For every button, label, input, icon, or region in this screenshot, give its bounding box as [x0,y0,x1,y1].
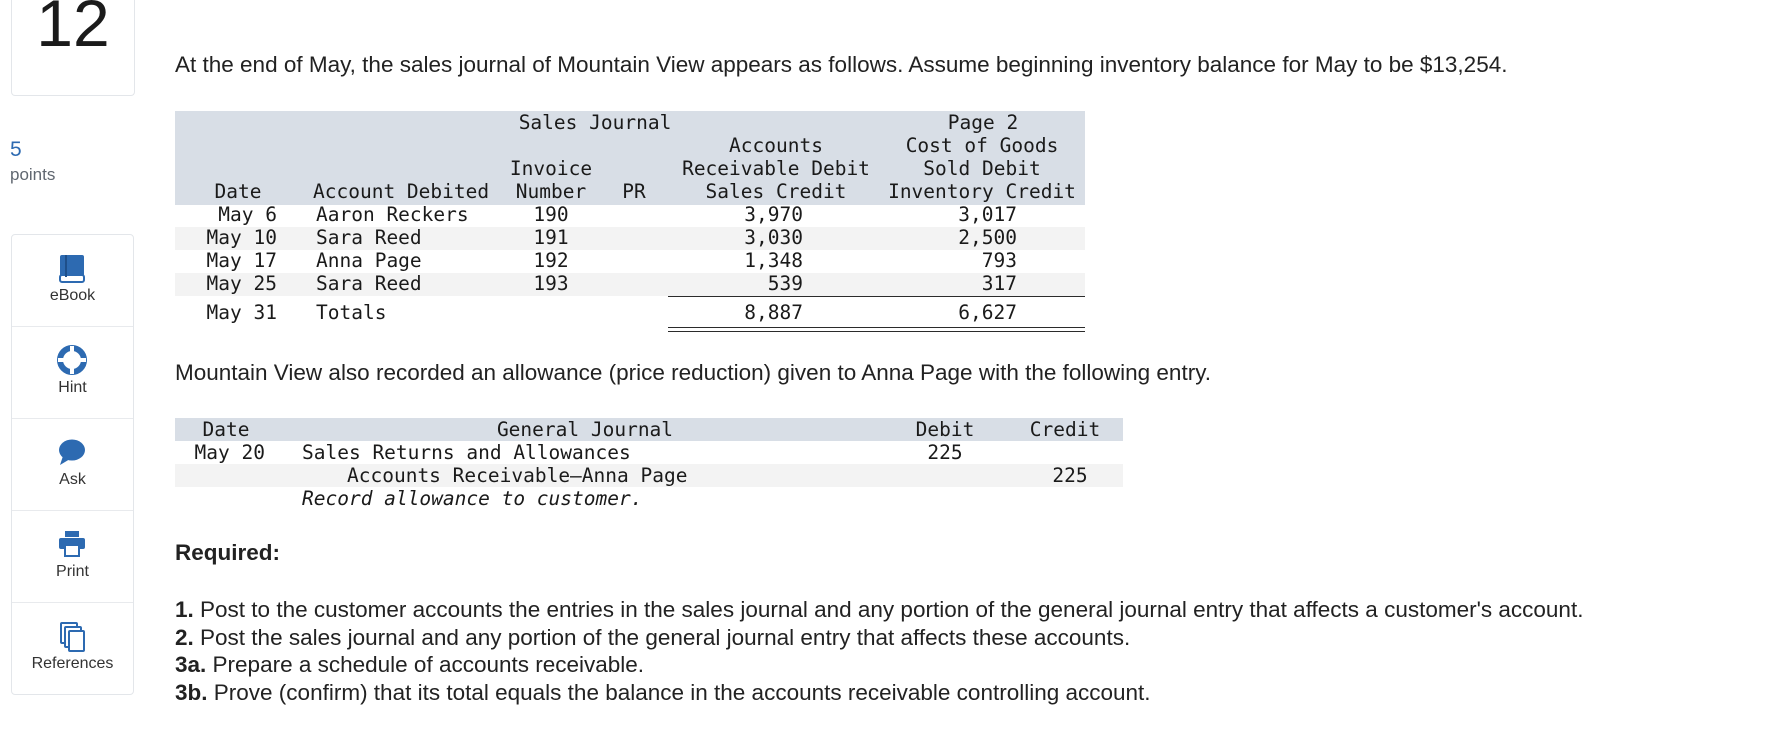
lifebuoy-icon [57,345,87,375]
row-ar-amount: 1,348 [744,249,803,272]
col-header-pr: PR [622,180,646,203]
sales-journal-title: Sales Journal [518,111,672,134]
total-double-rule-top [668,327,1085,328]
ebook-label: eBook [49,287,96,304]
points-value: 5 [10,138,22,161]
references-label: References [31,655,114,672]
row-cogs-amount: 793 [981,249,1017,272]
total-double-rule-bottom [668,331,1085,332]
gj-credit-account: Accounts Receivable—Anna Page [347,464,688,487]
row-account: Anna Page [316,249,422,272]
tools-panel [11,234,134,695]
hint-label: Hint [58,379,87,396]
row-date: May 25 [206,272,277,295]
row-date: May 6 [218,203,277,226]
row-account: Sara Reed [316,226,422,249]
references-button[interactable] [12,603,133,694]
row-cogs-amount: 2,500 [958,226,1017,249]
question-number: 12 [36,0,110,60]
row-invoice: 191 [533,226,569,249]
row-date: May 10 [206,226,277,249]
col-header-cogs-3: Inventory Credit [888,180,1076,203]
print-button[interactable] [12,511,133,603]
row-ar-amount: 3,030 [744,226,803,249]
required-item [175,624,1595,652]
hint-button[interactable] [12,327,133,419]
row-account: Aaron Reckers [316,203,469,226]
gj-date: May 20 [194,441,265,464]
required-item-text: Post the sales journal and any portion of the general journal entry that affects these accounts. [200,624,1131,650]
intro-text: At the end of May, the sales journal of Mountain View appears as follows. Assume beginning inventory balance for May to be $13,254. [175,52,1508,77]
col-header-cogs-2: Sold Debit [923,157,1041,180]
col-header-ar-1: Accounts [729,134,823,157]
required-item-number: 3a. [175,652,207,677]
required-heading: Required: [175,540,281,565]
required-item [175,596,1595,624]
print-label: Print [56,563,89,580]
ebook-button[interactable] [12,235,133,327]
gj-memo: Record allowance to customer. [302,487,643,510]
gj-header-date: Date [202,418,250,441]
copy-pages-icon [57,621,87,653]
row-account: Sara Reed [316,272,422,295]
required-item-number: 1. [175,597,194,622]
col-header-date: Date [214,180,262,203]
col-header-ar-3: Sales Credit [705,180,847,203]
points-block [10,138,55,186]
col-header-cogs-1: Cost of Goods [905,134,1059,157]
required-item-number: 3b. [175,679,208,705]
required-item-number: 2. [175,624,194,650]
required-item-text: Prove (confirm) that its total equals the balance in the accounts receivable controlling account. [213,679,1151,705]
totals-label: Totals [316,301,387,324]
totals-cogs-amount: 6,627 [958,301,1017,324]
required-item [175,651,1595,679]
col-header-invoice-2: Number [515,180,587,203]
gj-header-credit: Credit [1029,418,1101,441]
printer-icon [57,529,87,559]
row-invoice: 193 [533,272,569,295]
gj-credit-amount: 225 [1052,464,1088,487]
allowance-text: Mountain View also recorded an allowance (price reduction) given to Anna Page with the following entry. [175,360,1212,385]
col-header-account: Account Debited [313,180,490,203]
book-icon [57,253,87,285]
col-header-ar-2: Receivable Debit [682,157,870,180]
row-invoice: 192 [533,249,569,272]
row-ar-amount: 3,970 [744,203,803,226]
required-item-text: Post to the customer accounts the entries in the sales journal and any portion of the general journal entry that affects a customer's account. [200,597,1584,622]
row-invoice: 190 [533,203,569,226]
question-number-card [11,0,135,96]
col-header-invoice-1: Invoice [509,157,593,180]
totals-ar-amount: 8,887 [744,301,803,324]
row-cogs-amount: 3,017 [958,203,1017,226]
row-cogs-amount: 317 [981,272,1017,295]
gj-header-title: General Journal [496,418,674,441]
totals-date: May 31 [206,301,277,324]
row-ar-amount: 539 [767,272,803,295]
sales-journal-page: Page 2 [947,111,1019,134]
gj-header-debit: Debit [915,418,975,441]
points-label: points [10,165,56,184]
gj-debit-amount: 225 [927,441,963,464]
required-list [175,596,1595,706]
ask-label: Ask [59,471,86,488]
gj-debit-account: Sales Returns and Allowances [302,441,631,464]
required-item [175,679,1595,707]
required-item-text: Prepare a schedule of accounts receivable. [212,652,645,677]
row-date: May 17 [206,249,277,272]
chat-bubble-icon [57,437,87,467]
subtotal-rule [668,296,1085,297]
ask-button[interactable] [12,419,133,511]
